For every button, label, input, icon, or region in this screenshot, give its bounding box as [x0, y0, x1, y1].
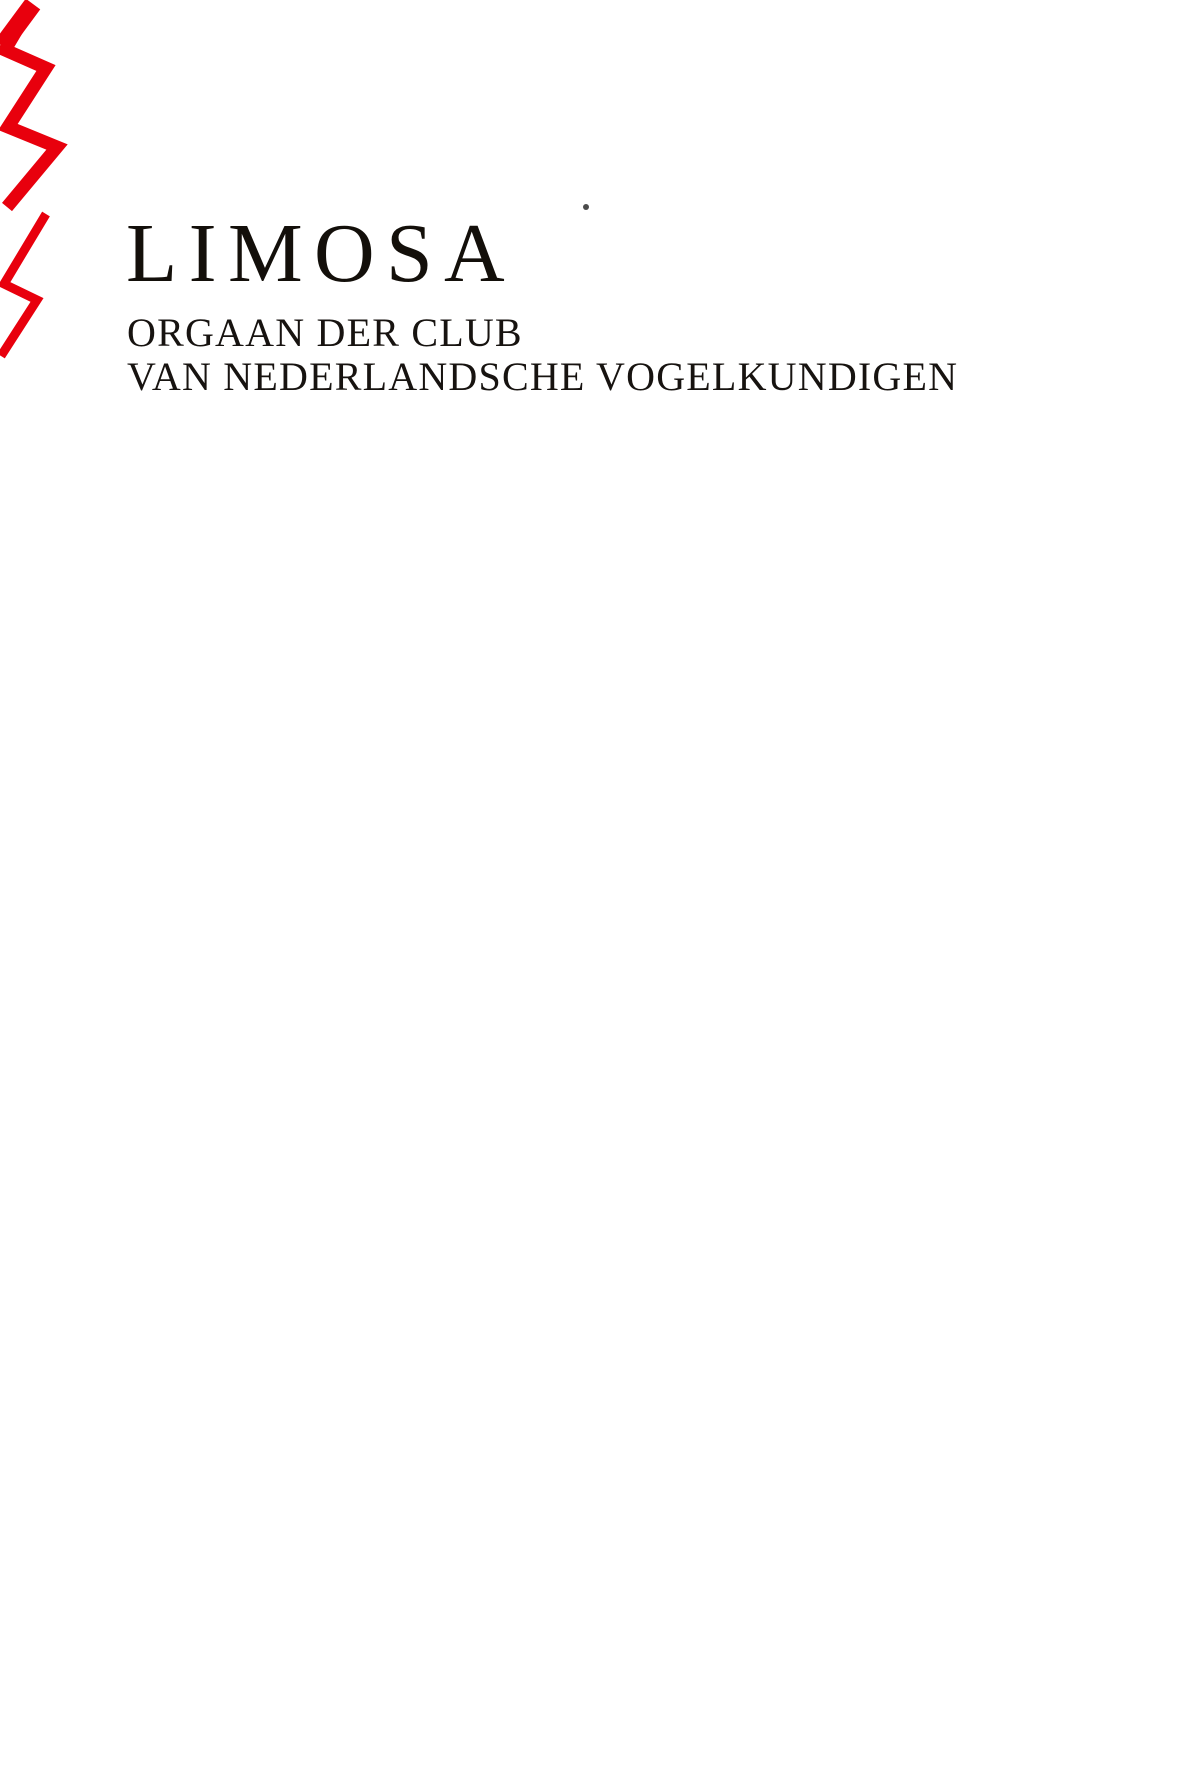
journal-subtitle: [127, 311, 958, 399]
subtitle-line-1: ORGAAN DER CLUB: [127, 310, 523, 355]
journal-title: LIMOSA: [126, 207, 517, 300]
ink-dot-icon: [583, 204, 589, 210]
subtitle-line-2: VAN NEDERLANDSCHE VOGELKUNDIGEN: [127, 354, 959, 399]
red-scribble-marks-icon: [0, 0, 72, 375]
